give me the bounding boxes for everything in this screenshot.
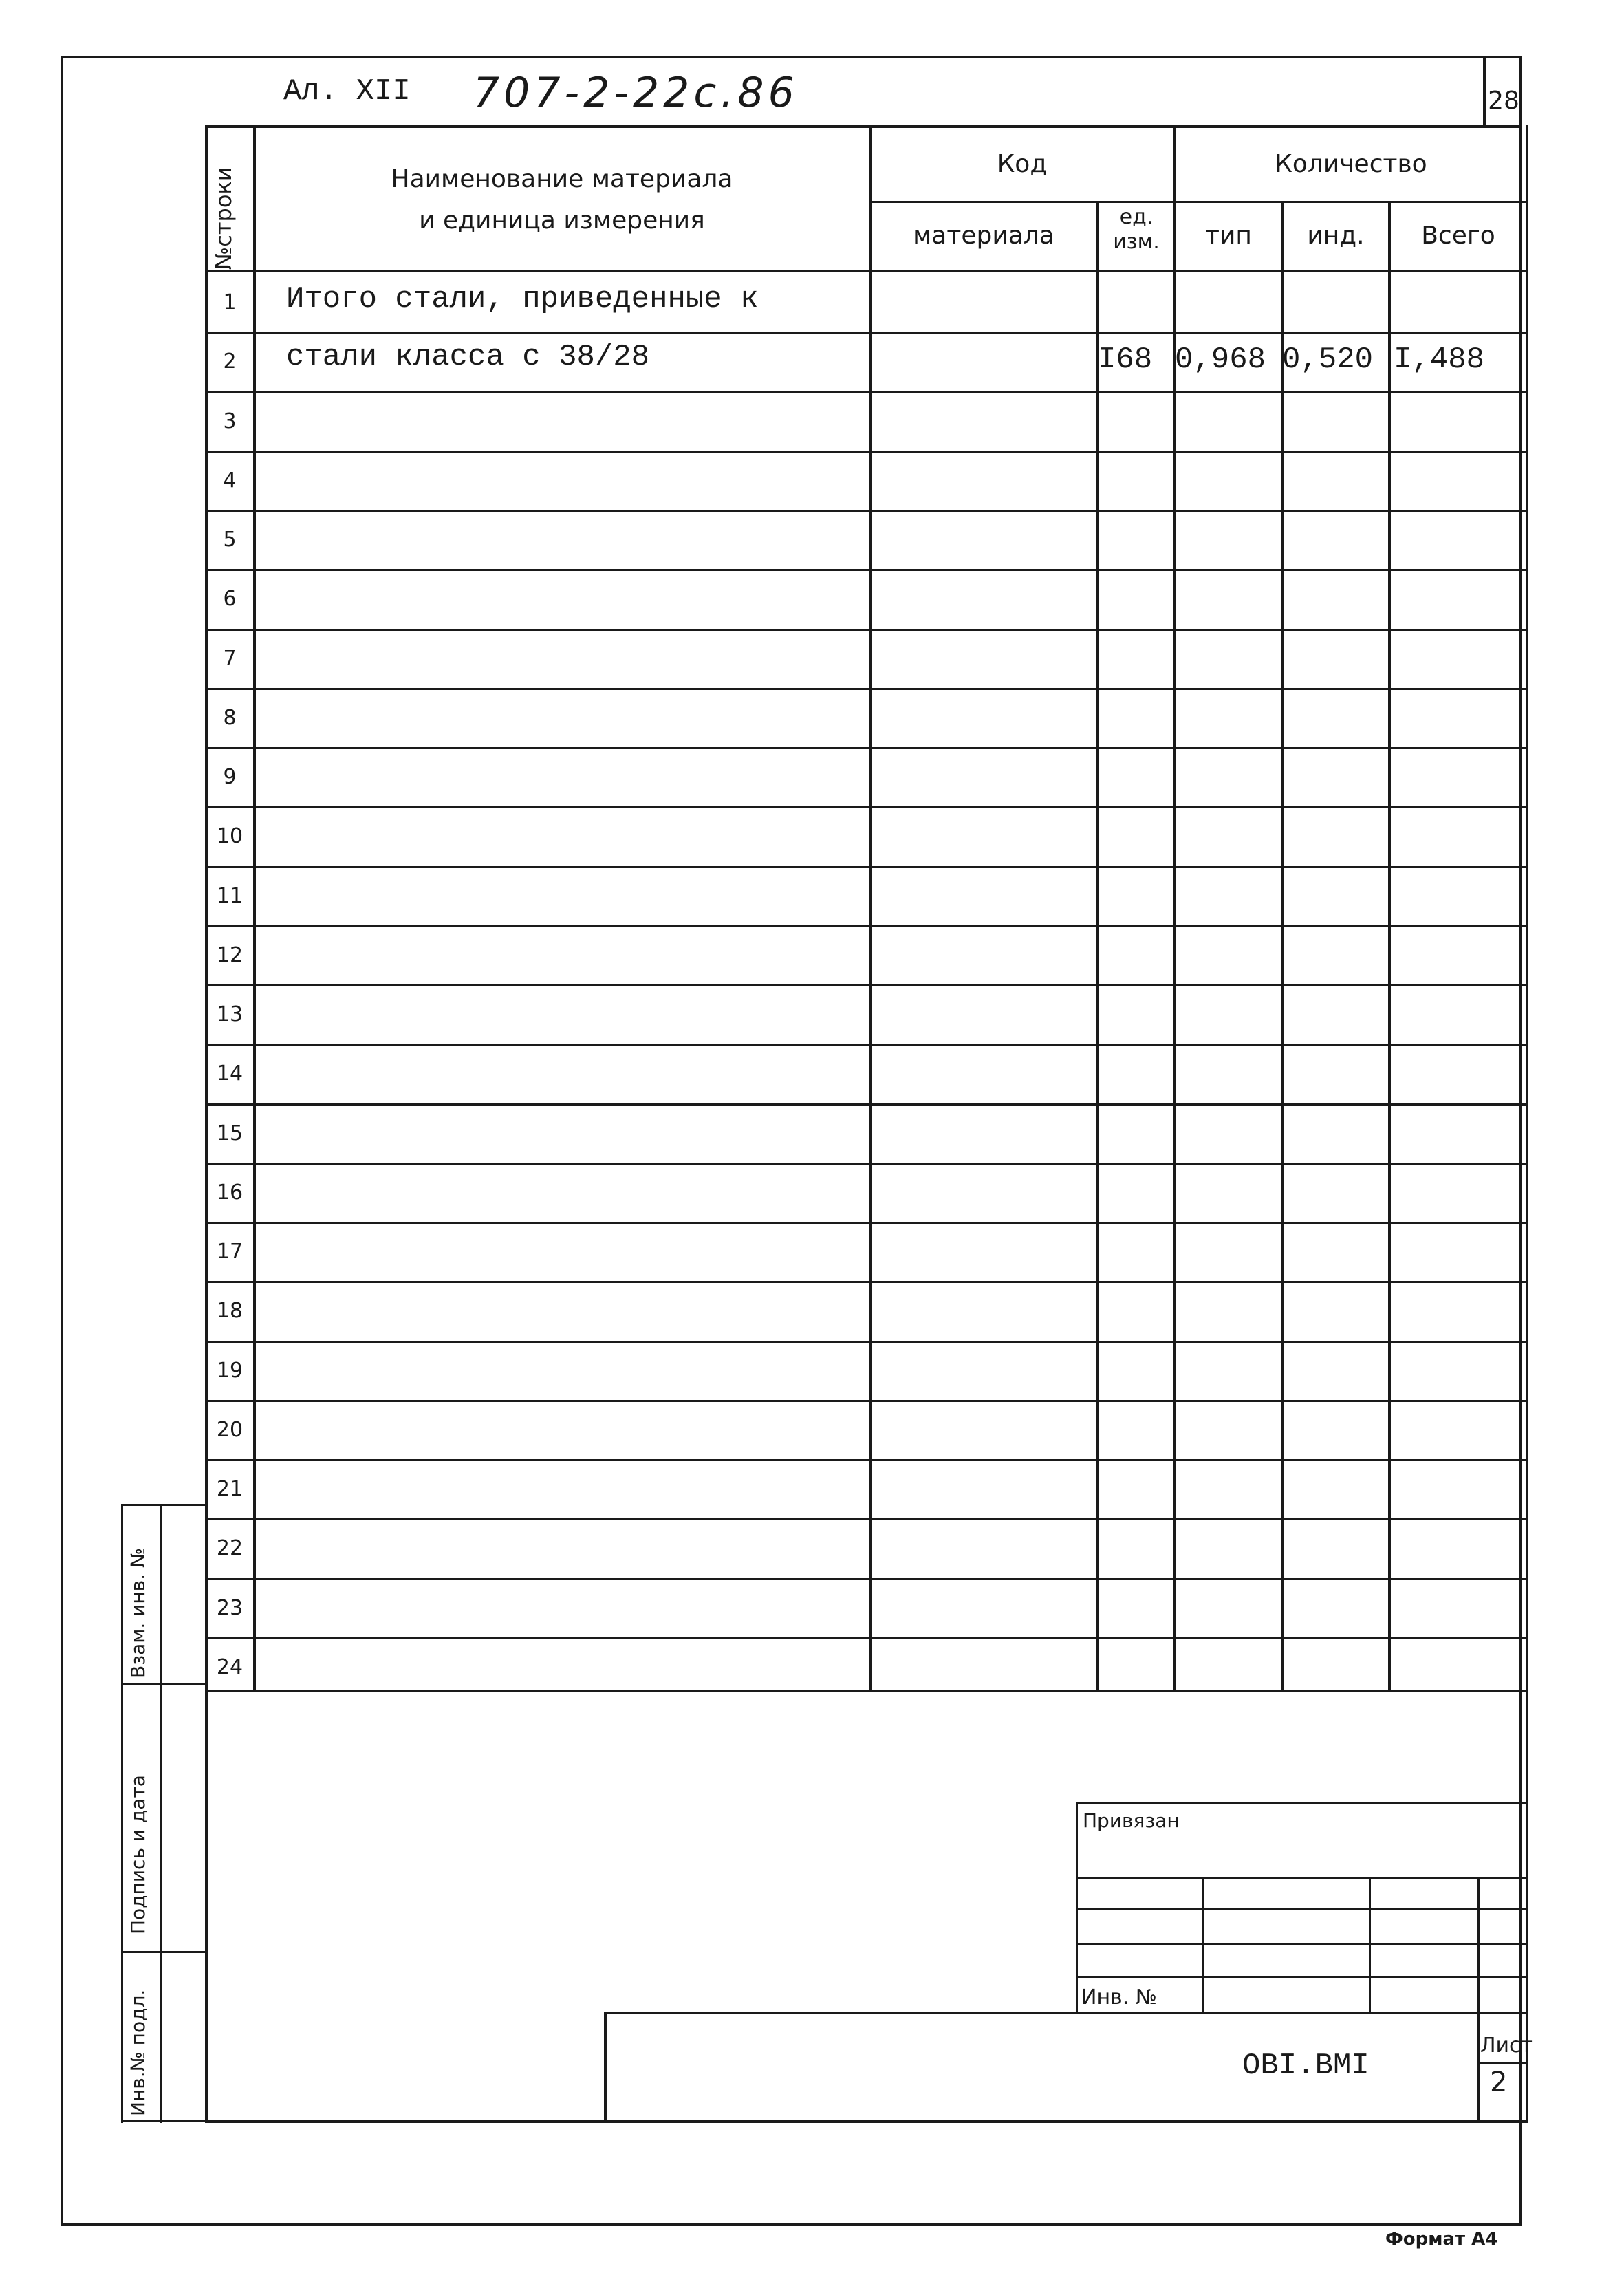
tb-sheet-label: Лист xyxy=(1480,2034,1533,2058)
col-divider-material xyxy=(1096,202,1099,1691)
row-divider xyxy=(205,569,1528,571)
col-divider-name xyxy=(869,125,872,1691)
header-name-line2: и единица измерения xyxy=(419,206,705,235)
row-number: 19 xyxy=(216,1359,243,1383)
tb-top xyxy=(1076,1802,1528,1804)
tb-doc-code: OBI.BMI xyxy=(1242,2049,1369,2083)
tb-col2 xyxy=(1369,1877,1371,2013)
tb-main-top xyxy=(604,2012,1528,2014)
row-divider xyxy=(205,1400,1528,1402)
side-stamp-sep2 xyxy=(121,1951,206,1953)
header-unit-line1: ед. xyxy=(1119,205,1154,229)
row-divider xyxy=(205,1103,1528,1106)
side-stamp-left xyxy=(121,1504,123,2123)
tb-sheet-number: 2 xyxy=(1490,2067,1508,2098)
row-divider xyxy=(205,806,1528,808)
row-divider xyxy=(205,1459,1528,1461)
row-divider xyxy=(205,1578,1528,1580)
row-number: 22 xyxy=(216,1536,243,1560)
tb-col1 xyxy=(1202,1877,1204,2013)
side-stamp-top xyxy=(121,1504,206,1506)
header-total: Всего xyxy=(1421,222,1495,250)
table-bottom-line xyxy=(205,1690,1528,1692)
col-divider-rownum xyxy=(253,125,256,1691)
header-material: материала xyxy=(913,222,1054,250)
header-row-number: №строки xyxy=(210,166,237,270)
row-number: 3 xyxy=(223,409,237,433)
row-divider xyxy=(205,629,1528,631)
table-right-border xyxy=(1526,125,1528,2122)
row-number: 21 xyxy=(216,1477,243,1501)
row-2-total: I,488 xyxy=(1394,343,1485,377)
row-2-type: 0,968 xyxy=(1175,343,1266,377)
row-2-name: стали класса с 38/28 xyxy=(286,340,650,374)
col-divider-type xyxy=(1281,202,1284,1691)
col-divider-ind xyxy=(1388,202,1391,1691)
row-number: 14 xyxy=(216,1061,243,1086)
row-number: 2 xyxy=(223,349,237,374)
tb-inv-no: Инв. № xyxy=(1081,1985,1158,2009)
row-number: 24 xyxy=(216,1655,243,1679)
row-number: 23 xyxy=(216,1596,243,1620)
document-number: 707-2-22с.86 xyxy=(473,69,799,117)
side-stamp-sep1 xyxy=(121,1683,206,1685)
header-divider xyxy=(206,125,1522,128)
row-divider xyxy=(205,1341,1528,1343)
row-divider xyxy=(205,1044,1528,1046)
row-number: 7 xyxy=(223,647,237,671)
header-unit-line2: изм. xyxy=(1113,230,1160,254)
header-ind: инд. xyxy=(1307,222,1365,250)
row-number: 13 xyxy=(216,1002,243,1026)
row-1-name: Итого стали, приведенные к xyxy=(286,282,759,316)
side-stamp-divider xyxy=(160,1504,162,2123)
header-code: Код xyxy=(997,150,1048,178)
header-subdivider xyxy=(869,201,1528,203)
row-divider xyxy=(205,688,1528,690)
row-divider xyxy=(205,1637,1528,1639)
row-divider xyxy=(205,1163,1528,1165)
side-podpis-data: Подпись и дата xyxy=(127,1775,149,1934)
row-divider xyxy=(205,866,1528,868)
tb-row4 xyxy=(1076,1976,1528,1978)
header-name-line1: Наименование материала xyxy=(391,165,733,193)
row-2-ind: 0,520 xyxy=(1282,343,1374,377)
row-divider xyxy=(205,1222,1528,1224)
row-divider xyxy=(205,1281,1528,1283)
row-number: 8 xyxy=(223,706,237,730)
side-stamp-bottom xyxy=(121,2120,206,2122)
row-divider xyxy=(205,925,1528,927)
tb-privyazan: Привязан xyxy=(1083,1809,1180,1832)
row-divider xyxy=(205,510,1528,512)
header-type: тип xyxy=(1205,222,1252,250)
tb-row3 xyxy=(1076,1943,1528,1945)
row-number: 17 xyxy=(216,1240,243,1264)
tb-row1 xyxy=(1076,1877,1528,1879)
row-divider xyxy=(205,747,1528,749)
page-frame xyxy=(61,56,1522,2226)
row-2-unit: I68 xyxy=(1098,343,1153,377)
row-number: 4 xyxy=(223,468,237,493)
tb-col3 xyxy=(1477,1877,1480,2123)
row-number: 12 xyxy=(216,943,243,967)
row-number: 6 xyxy=(223,587,237,611)
header-quantity: Количество xyxy=(1275,150,1427,178)
row-number: 18 xyxy=(216,1299,243,1323)
row-divider xyxy=(205,1518,1528,1520)
row-divider xyxy=(205,332,1528,334)
page-number: 28 xyxy=(1488,87,1519,115)
row-number: 10 xyxy=(216,824,243,848)
tb-row2 xyxy=(1076,1908,1528,1910)
side-inv-podl: Инв.№ подл. xyxy=(127,1989,149,2116)
stamp-bottom-line xyxy=(205,2120,1528,2123)
header-bottom-line xyxy=(205,270,1528,272)
row-divider xyxy=(205,984,1528,986)
row-number: 16 xyxy=(216,1180,243,1205)
row-number: 15 xyxy=(216,1121,243,1145)
album-label: Ал. XII xyxy=(283,74,411,109)
tb-sheet-sep xyxy=(1477,2062,1528,2064)
row-divider xyxy=(205,451,1528,453)
tb-left xyxy=(1076,1802,1078,2013)
row-number: 1 xyxy=(223,290,237,314)
row-number: 11 xyxy=(216,884,243,908)
side-vzam-inv: Взам. инв. № xyxy=(127,1547,149,1679)
row-number: 20 xyxy=(216,1418,243,1442)
row-number: 5 xyxy=(223,528,237,552)
row-divider xyxy=(205,391,1528,393)
tb-main-left xyxy=(604,2012,607,2123)
row-number: 9 xyxy=(223,765,237,789)
format-label: Формат А4 xyxy=(1385,2229,1498,2250)
